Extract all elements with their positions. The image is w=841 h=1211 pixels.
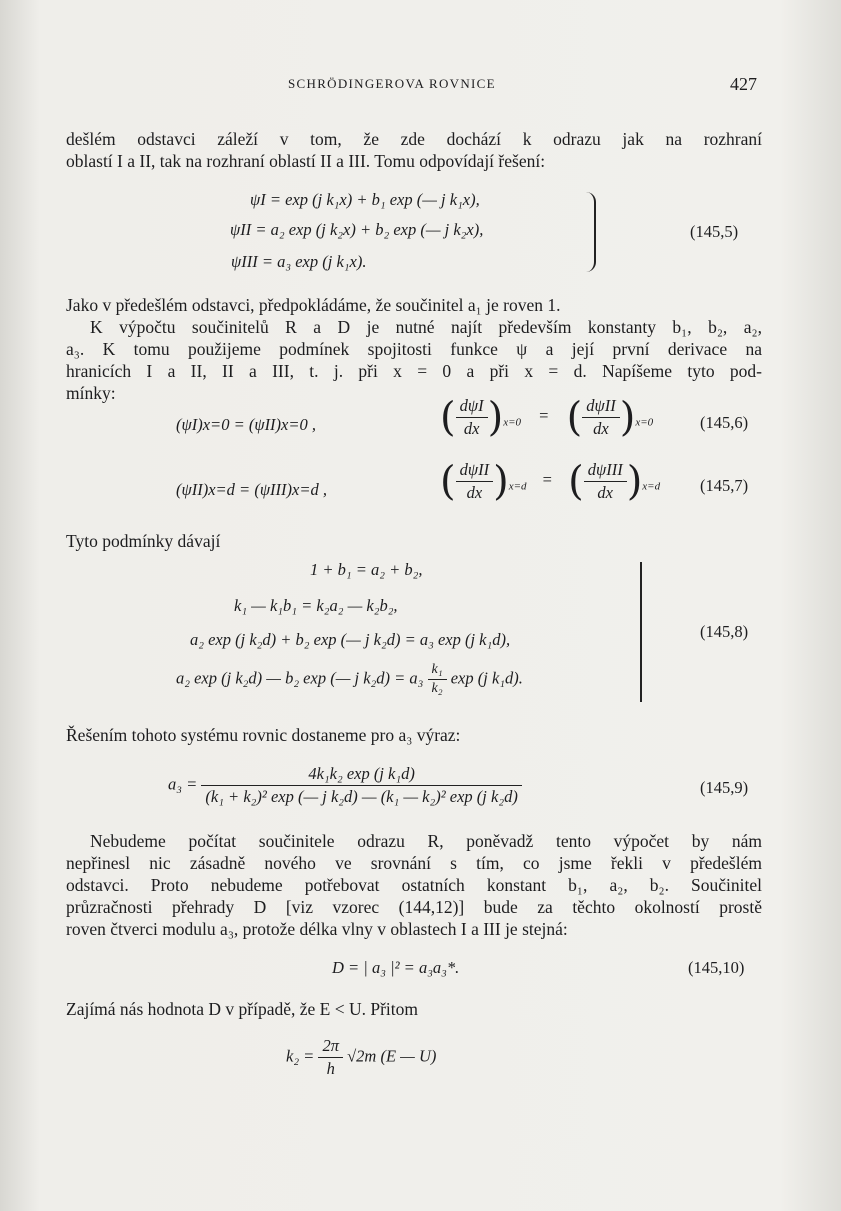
equation-line: ψI = exp (j k₁x) + b₁ exp (— j k₁x), xyxy=(250,190,480,209)
equation-rest: √2m (E — U) xyxy=(347,1046,437,1066)
text-line: mínky: xyxy=(66,383,116,403)
equation-number: (145,5) xyxy=(690,222,739,241)
equation-lhs: a₃ = xyxy=(168,774,198,794)
text-line: K výpočtu součinitelů R a D je nutné najít především konstanty b₁, b₂, a₂, xyxy=(90,317,762,337)
text-line: a₃. K tomu použijeme podmínek spojitosti funkce ψ a její první derivace na xyxy=(66,339,762,359)
equation-line: ψII = a₂ exp (j k₂x) + b₂ exp (— j k₂x), xyxy=(230,220,484,239)
denominator: dx xyxy=(593,419,609,438)
equation-fraction xyxy=(286,1036,436,1079)
running-title: SCHRÖDINGEROVA ROVNICE xyxy=(288,76,496,91)
paragraph xyxy=(66,294,762,316)
paragraph xyxy=(66,830,762,940)
equation-part: exp (j k₁d). xyxy=(450,668,523,688)
equation-line: 1 + b₁ = a₂ + b₂, xyxy=(310,560,423,579)
text-line: dešlém odstavci záleží v tom, že zde dochází k odrazu jak na rozhraní xyxy=(66,129,762,149)
numerator: dψI xyxy=(456,396,488,418)
equation-derivative: ( $\frac{\text{dψII}}{dx}$ )$_{x=d}$ = ( $\frac{\text{dψIII}}{dx}$ )$_{x=d}$ xyxy=(440,458,661,505)
text-line: nepřinesl nic zásadně nového ve srovnání s tím, co jsme řekli v předešlém xyxy=(66,853,762,873)
numerator: dψIII xyxy=(584,460,627,482)
right-brace xyxy=(584,192,596,272)
paragraph xyxy=(66,316,762,404)
equation-derivative: ( $\frac{\text{dψI}}{dx}$ )$_{x=0}$ = ( $\frac{\text{dψII}}{dx}$ )$_{x=0}$ xyxy=(440,394,654,441)
numerator: dψII xyxy=(456,460,494,482)
subscript: x=d xyxy=(642,480,661,493)
equation-left: (ψII)x=d = (ψIII)x=d , xyxy=(176,480,327,499)
text-line: odstavci. Proto nebudeme potřebovat ostatních konstant b₁, a₂, b₂. Součinitel xyxy=(66,875,762,895)
text-line: hranicích I a II, II a III, t. j. při x = 0 a při x = d. Napíšeme tyto pod- xyxy=(66,361,762,381)
page-header xyxy=(0,76,841,100)
text-line: Tyto podmínky dávají xyxy=(66,531,221,551)
equation-fraction xyxy=(168,764,522,807)
text-line: Řešením tohoto systému rovnic dostaneme pro a₃ výraz: xyxy=(66,725,461,745)
equation-number: (145,10) xyxy=(688,958,745,977)
equation-lhs: k₂ = xyxy=(286,1046,315,1066)
text-line: průzračnosti přehrady D [viz vzorec (144,12)] bude za těchto okolností prostě xyxy=(66,897,762,917)
equation-line: ψIII = a₃ exp (j k₁x). xyxy=(231,252,367,271)
equation-line: k₁ — k₁b₁ = k₂a₂ — k₂b₂, xyxy=(234,596,398,615)
paragraph xyxy=(66,530,762,552)
text-line: Nebudeme počítat součinitele odrazu R, poněvadž tento výpočet by nám xyxy=(90,831,762,851)
denominator: dx xyxy=(466,483,483,502)
denominator: dx xyxy=(597,483,613,502)
numerator: 2π xyxy=(318,1036,343,1058)
paragraph-intro xyxy=(66,128,762,172)
equation-left: (ψI)x=0 = (ψII)x=0 , xyxy=(176,415,317,434)
equation-number: (145,6) xyxy=(700,413,749,432)
denominator: h xyxy=(326,1059,335,1078)
denominator: k₂ xyxy=(431,681,443,696)
equation-number: (145,8) xyxy=(700,622,749,641)
numerator: 4k₁k₂ exp (j k₁d) xyxy=(201,764,521,786)
equation-part: a₂ exp (j k₂d) — b₂ exp (— j k₂d) = a₃ xyxy=(176,668,424,688)
equation-number: (145,9) xyxy=(700,778,749,797)
numerator: dψII xyxy=(582,396,620,418)
text-line: roven čtverci modulu a₃, protože délka vlny v oblastech I a III je stejná: xyxy=(66,919,568,939)
equation-line-fraction xyxy=(176,662,523,697)
paragraph xyxy=(66,724,762,746)
text-line: Jako v předešlém odstavci, předpokládáme, že součinitel a₁ je roven 1. xyxy=(66,295,561,315)
equation-line: D = | a₃ |² = a₃a₃*. xyxy=(332,958,460,977)
paragraph xyxy=(66,998,762,1020)
page-number: 427 xyxy=(730,74,757,94)
subscript: x=0 xyxy=(635,416,654,429)
system-bar xyxy=(640,562,642,702)
text-line: Zajímá nás hodnota D v případě, že E < U. Přitom xyxy=(66,999,419,1019)
subscript: x=d xyxy=(508,480,527,493)
subscript: x=0 xyxy=(503,416,522,429)
numerator: k₁ xyxy=(428,662,447,680)
denominator: dx xyxy=(463,419,480,438)
text-line: oblastí I a II, tak na rozhraní oblastí II a III. Tomu odpovídají řešení: xyxy=(66,151,546,171)
denominator: (k₁ + k₂)² exp (— j k₂d) — (k₁ — k₂)² exp (j k₂d) xyxy=(205,787,518,806)
equation-line: a₂ exp (j k₂d) + b₂ exp (— j k₂d) = a₃ exp (j k₁d), xyxy=(190,630,511,649)
equation-number: (145,7) xyxy=(700,476,749,495)
